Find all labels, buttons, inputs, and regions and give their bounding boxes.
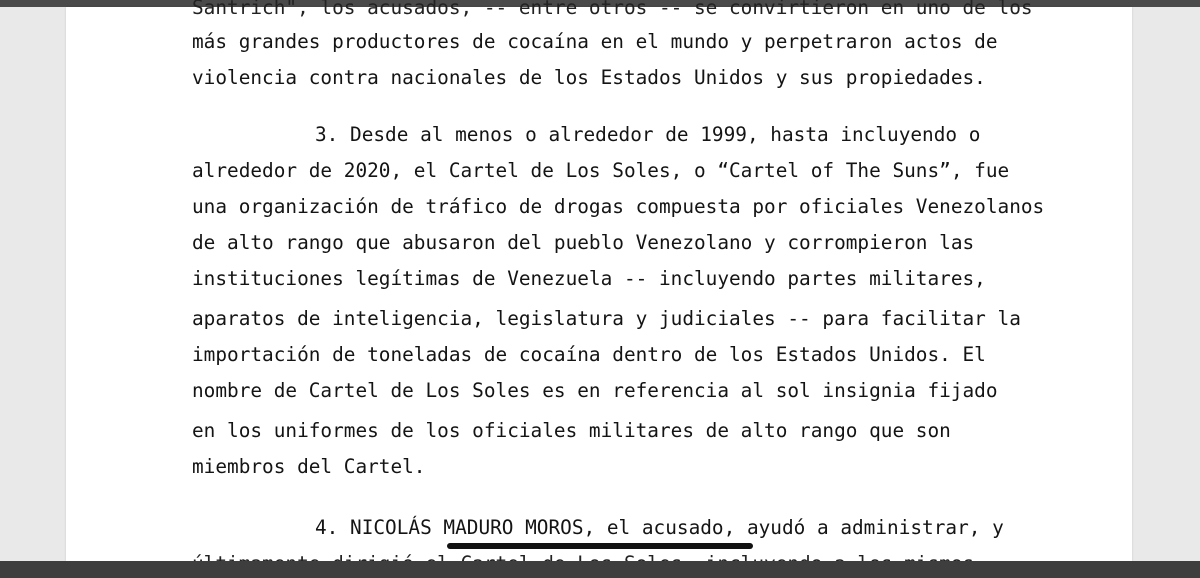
text-line-8: instituciones legítimas de Venezuela -- incluyendo partes militares, bbox=[192, 267, 986, 290]
text-line-2: más grandes productores de cocaína en el mundo y perpetraron actos de bbox=[192, 30, 998, 53]
text-line-6: una organización de tráfico de drogas compuesta por oficiales Venezolanos bbox=[192, 195, 1045, 218]
text-line-12: en los uniformes de los oficiales militares de alto rango que son bbox=[192, 419, 951, 442]
highlight-underline bbox=[447, 543, 753, 549]
viewer-bottom-bar bbox=[0, 561, 1200, 578]
text-line-9: aparatos de inteligencia, legislatura y judiciales -- para facilitar la bbox=[192, 307, 1021, 330]
text-line-3: violencia contra nacionales de los Estados Unidos y sus propiedades. bbox=[192, 66, 986, 89]
text-line-7: de alto rango que abusaron del pueblo Venezolano y corrompieron las bbox=[192, 231, 975, 254]
document-page bbox=[66, 0, 1132, 561]
text-line-1: Santrich", los acusados, -- entre otros -- se convirtieron en uno de los bbox=[192, 0, 1033, 19]
text-line-10: importación de toneladas de cocaína dentro de los Estados Unidos. El bbox=[192, 343, 986, 366]
text-line-11: nombre de Cartel de Los Soles es en referencia al sol insignia fijado bbox=[192, 379, 998, 402]
paragraph-3-first-line: 3. Desde al menos o alrededor de 1999, hasta incluyendo o bbox=[315, 123, 981, 146]
paragraph-4-first-line: 4. NICOLÁS MADURO MOROS, el acusado, ayudó a administrar, y bbox=[315, 516, 1004, 539]
text-line-5: alrededor de 2020, el Cartel de Los Soles, o “Cartel of The Suns”, fue bbox=[192, 159, 1010, 182]
text-line-13: miembros del Cartel. bbox=[192, 455, 426, 478]
